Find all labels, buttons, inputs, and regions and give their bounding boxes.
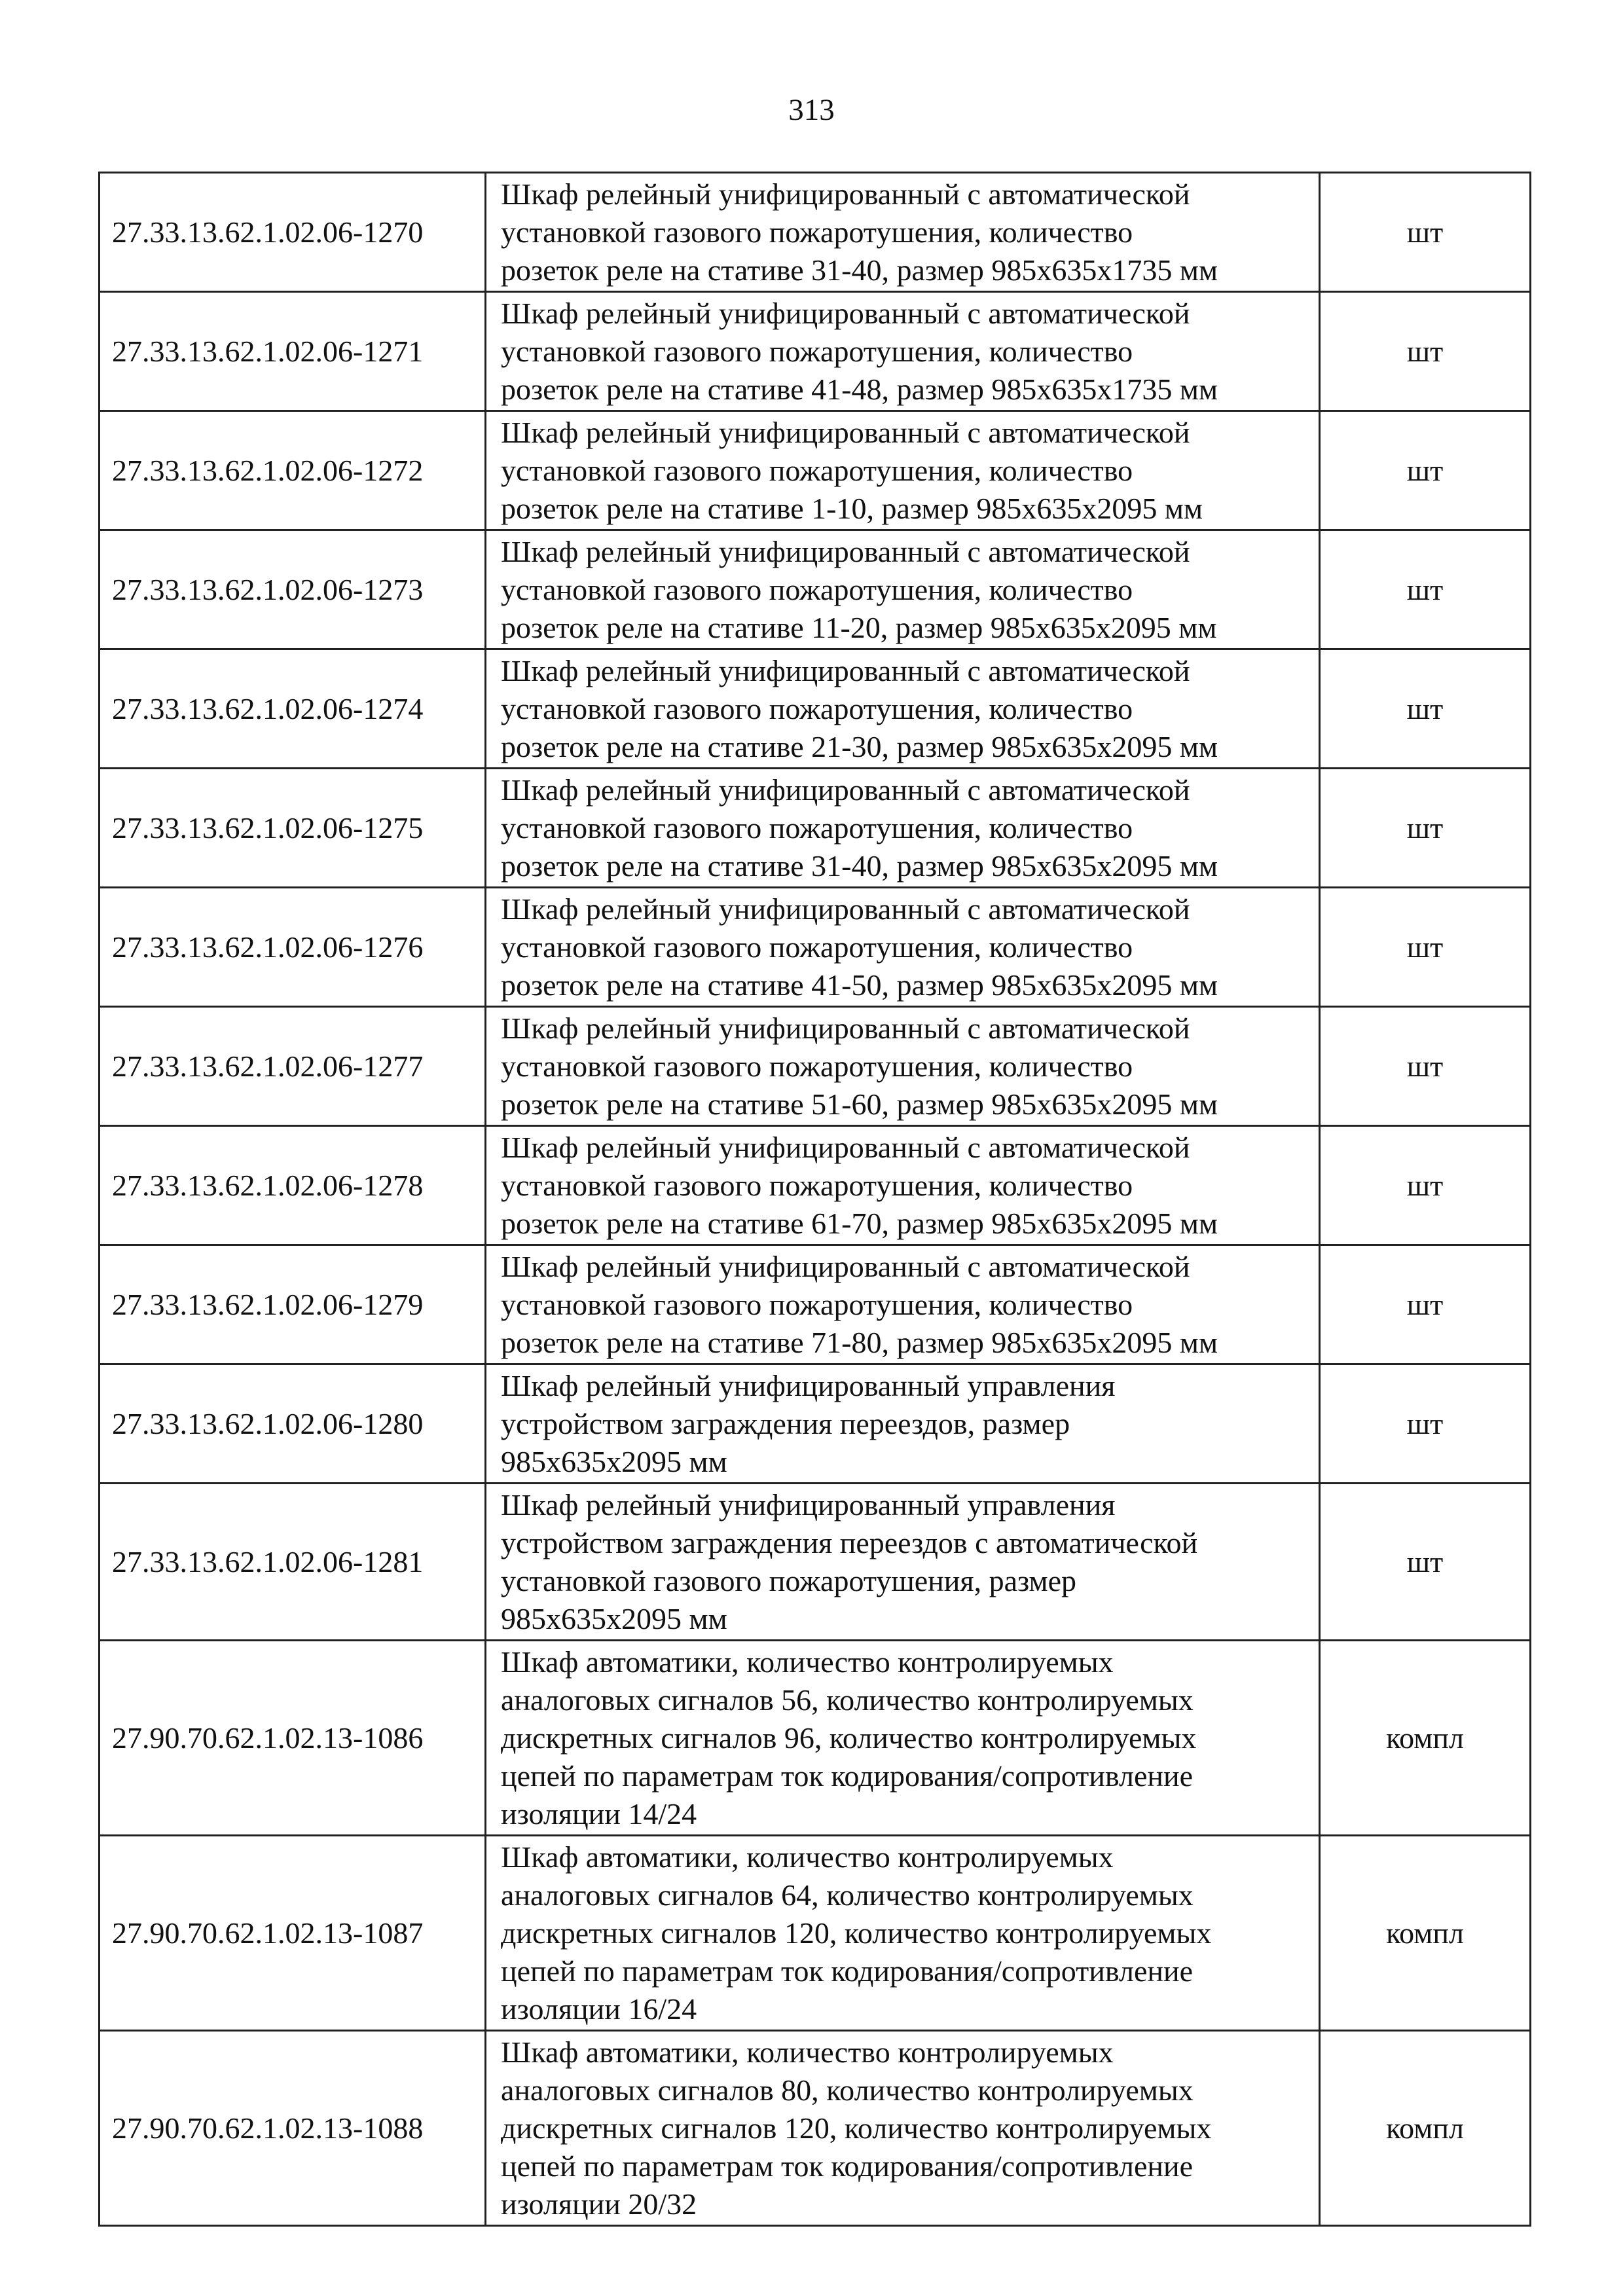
description-line: дискретных сигналов 120, количество контролируемых bbox=[501, 1916, 1212, 1950]
resource-code-cell: 27.33.13.62.1.02.06-1278 bbox=[100, 1126, 486, 1245]
resource-code-cell: 27.33.13.62.1.02.06-1270 bbox=[100, 173, 486, 292]
description-line: аналоговых сигналов 56, количество контролируемых bbox=[501, 1683, 1194, 1717]
description-line: установкой газового пожаротушения, количество bbox=[501, 930, 1133, 964]
description-line: установкой газового пожаротушения, количество bbox=[501, 1169, 1133, 1202]
description-line: розеток реле на стативе 31-40, размер 985х635х1735 мм bbox=[501, 253, 1218, 287]
description-line: розеток реле на стативе 71-80, размер 985х635х2095 мм bbox=[501, 1326, 1218, 1359]
unit-cell: компл bbox=[1320, 1836, 1531, 2031]
table-row bbox=[100, 530, 1531, 649]
table-row bbox=[100, 1364, 1531, 1484]
description-line: розеток реле на стативе 31-40, размер 985х635х2095 мм bbox=[501, 849, 1218, 883]
resource-description-cell bbox=[486, 1245, 1320, 1364]
description-line: розеток реле на стативе 41-48, размер 985х635х1735 мм bbox=[501, 373, 1218, 406]
description-line: Шкаф автоматики, количество контролируемых bbox=[501, 2035, 1114, 2069]
resource-code-cell: 27.33.13.62.1.02.06-1273 bbox=[100, 530, 486, 649]
resource-description-cell bbox=[486, 649, 1320, 769]
resource-description-cell bbox=[486, 2031, 1320, 2226]
description-line: дискретных сигналов 120, количество контролируемых bbox=[501, 2111, 1212, 2145]
resource-code-cell: 27.33.13.62.1.02.06-1275 bbox=[100, 769, 486, 888]
description-line: устройством заграждения переездов, размер bbox=[501, 1407, 1070, 1440]
unit-cell: шт bbox=[1320, 530, 1531, 649]
resource-description-cell bbox=[486, 173, 1320, 292]
table-row bbox=[100, 1126, 1531, 1245]
table-row bbox=[100, 2031, 1531, 2226]
description-line: цепей по параметрам ток кодирования/сопротивление bbox=[501, 1759, 1194, 1793]
description-line: розеток реле на стативе 11-20, размер 985х635х2095 мм bbox=[501, 611, 1217, 644]
description-line: розеток реле на стативе 51-60, размер 985х635х2095 мм bbox=[501, 1087, 1218, 1121]
description-line: розеток реле на стативе 21-30, размер 985х635х2095 мм bbox=[501, 730, 1218, 763]
description-line: Шкаф автоматики, количество контролируемых bbox=[501, 1840, 1114, 1874]
description-line: Шкаф релейный унифицированный с автоматической bbox=[501, 297, 1190, 330]
unit-cell: шт bbox=[1320, 888, 1531, 1007]
resource-description-cell bbox=[486, 769, 1320, 888]
unit-cell: шт bbox=[1320, 1484, 1531, 1641]
resource-description-cell bbox=[486, 888, 1320, 1007]
description-line: аналоговых сигналов 80, количество контролируемых bbox=[501, 2073, 1194, 2107]
unit-cell: компл bbox=[1320, 1641, 1531, 1836]
resource-code-cell: 27.33.13.62.1.02.06-1272 bbox=[100, 411, 486, 530]
resource-code-cell: 27.33.13.62.1.02.06-1276 bbox=[100, 888, 486, 1007]
resource-code-cell: 27.33.13.62.1.02.06-1280 bbox=[100, 1364, 486, 1484]
description-line: установкой газового пожаротушения, количество bbox=[501, 811, 1133, 845]
unit-cell: шт bbox=[1320, 173, 1531, 292]
resource-code-cell: 27.90.70.62.1.02.13-1088 bbox=[100, 2031, 486, 2226]
unit-cell: компл bbox=[1320, 2031, 1531, 2226]
description-line: изоляции 16/24 bbox=[501, 1992, 697, 2026]
unit-cell: шт bbox=[1320, 292, 1531, 411]
resource-code-cell: 27.33.13.62.1.02.06-1279 bbox=[100, 1245, 486, 1364]
description-line: цепей по параметрам ток кодирования/сопротивление bbox=[501, 2149, 1194, 2183]
unit-cell: шт bbox=[1320, 1364, 1531, 1484]
description-line: установкой газового пожаротушения, количество bbox=[501, 1288, 1133, 1321]
unit-cell: шт bbox=[1320, 769, 1531, 888]
resource-description-cell bbox=[486, 530, 1320, 649]
description-line: розеток реле на стативе 61-70, размер 985х635х2095 мм bbox=[501, 1207, 1218, 1240]
resource-description-cell bbox=[486, 1484, 1320, 1641]
description-line: Шкаф релейный унифицированный с автоматической bbox=[501, 1011, 1190, 1045]
resource-description-cell bbox=[486, 1364, 1320, 1484]
description-line: 985х635х2095 мм bbox=[501, 1445, 727, 1478]
resource-code-cell: 27.90.70.62.1.02.13-1087 bbox=[100, 1836, 486, 2031]
description-line: установкой газового пожаротушения, размер bbox=[501, 1564, 1077, 1597]
description-line: изоляции 14/24 bbox=[501, 1797, 697, 1831]
table-row bbox=[100, 769, 1531, 888]
table-row bbox=[100, 292, 1531, 411]
description-line: розеток реле на стативе 1-10, размер 985х635х2095 мм bbox=[501, 492, 1203, 525]
unit-cell: шт bbox=[1320, 1126, 1531, 1245]
resource-description-cell bbox=[486, 1007, 1320, 1126]
description-line: цепей по параметрам ток кодирования/сопротивление bbox=[501, 1954, 1194, 1988]
description-line: 985х635х2095 мм bbox=[501, 1602, 727, 1635]
description-line: аналоговых сигналов 64, количество контролируемых bbox=[501, 1878, 1194, 1912]
description-line: Шкаф релейный унифицированный управления bbox=[501, 1369, 1116, 1402]
description-line: Шкаф релейный унифицированный с автоматической bbox=[501, 177, 1190, 211]
table-row bbox=[100, 411, 1531, 530]
table-row bbox=[100, 888, 1531, 1007]
table-row bbox=[100, 649, 1531, 769]
resource-description-cell bbox=[486, 1836, 1320, 2031]
resource-code-cell: 27.33.13.62.1.02.06-1277 bbox=[100, 1007, 486, 1126]
resource-description-cell bbox=[486, 1641, 1320, 1836]
description-line: установкой газового пожаротушения, количество bbox=[501, 215, 1133, 249]
table-row bbox=[100, 1641, 1531, 1836]
description-line: установкой газового пожаротушения, количество bbox=[501, 454, 1133, 487]
description-line: Шкаф релейный унифицированный с автоматической bbox=[501, 773, 1190, 807]
resource-code-cell: 27.33.13.62.1.02.06-1271 bbox=[100, 292, 486, 411]
table-row bbox=[100, 173, 1531, 292]
unit-cell: шт bbox=[1320, 1007, 1531, 1126]
resource-code-cell: 27.33.13.62.1.02.06-1281 bbox=[100, 1484, 486, 1641]
description-line: Шкаф релейный унифицированный с автоматической bbox=[501, 1131, 1190, 1164]
description-line: установкой газового пожаротушения, количество bbox=[501, 335, 1133, 368]
description-line: установкой газового пожаротушения, количество bbox=[501, 692, 1133, 725]
table-body bbox=[100, 173, 1531, 2226]
description-line: Шкаф релейный унифицированный с автоматической bbox=[501, 654, 1190, 687]
table-row bbox=[100, 1007, 1531, 1126]
table-row bbox=[100, 1836, 1531, 2031]
description-line: дискретных сигналов 96, количество контролируемых bbox=[501, 1721, 1197, 1755]
description-line: изоляции 20/32 bbox=[501, 2187, 697, 2221]
resource-description-cell bbox=[486, 411, 1320, 530]
description-line: установкой газового пожаротушения, количество bbox=[501, 1049, 1133, 1083]
table-row bbox=[100, 1484, 1531, 1641]
unit-cell: шт bbox=[1320, 411, 1531, 530]
description-line: установкой газового пожаротушения, количество bbox=[501, 573, 1133, 606]
description-line: Шкаф релейный унифицированный с автоматической bbox=[501, 535, 1190, 568]
description-line: Шкаф релейный унифицированный с автоматической bbox=[501, 1250, 1190, 1283]
description-line: Шкаф релейный унифицированный управления bbox=[501, 1488, 1116, 1522]
unit-cell: шт bbox=[1320, 649, 1531, 769]
description-line: Шкаф автоматики, количество контролируемых bbox=[501, 1645, 1114, 1679]
resource-table bbox=[98, 172, 1531, 2227]
resource-description-cell bbox=[486, 1126, 1320, 1245]
description-line: Шкаф релейный унифицированный с автоматической bbox=[501, 416, 1190, 449]
description-line: розеток реле на стативе 41-50, размер 985х635х2095 мм bbox=[501, 968, 1218, 1002]
resource-code-cell: 27.33.13.62.1.02.06-1274 bbox=[100, 649, 486, 769]
table-row bbox=[100, 1245, 1531, 1364]
description-line: Шкаф релейный унифицированный с автоматической bbox=[501, 892, 1190, 926]
resource-description-cell bbox=[486, 292, 1320, 411]
page-number: 313 bbox=[788, 93, 835, 127]
description-line: устройством заграждения переездов с автоматической bbox=[501, 1526, 1198, 1559]
resource-code-cell: 27.90.70.62.1.02.13-1086 bbox=[100, 1641, 486, 1836]
unit-cell: шт bbox=[1320, 1245, 1531, 1364]
